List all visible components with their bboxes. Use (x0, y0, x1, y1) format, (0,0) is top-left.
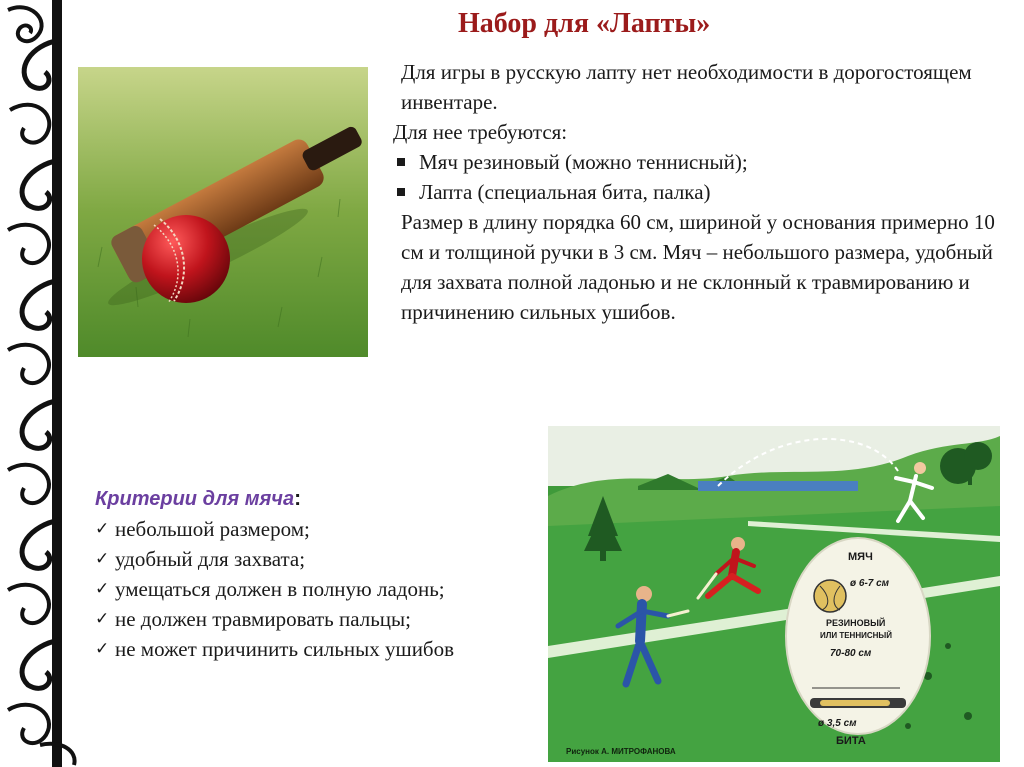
criteria-item: ✓ не может причинить сильных ушибов (95, 634, 555, 664)
bat-width: ø 3,5 см (818, 718, 857, 729)
check-icon: ✓ (95, 549, 110, 569)
criteria-heading: Критерии для мяча (95, 488, 295, 510)
illustration-credit: Рисунок А. МИТРОФАНОВА (566, 747, 676, 756)
ball-label: МЯЧ (848, 551, 873, 563)
size-paragraph: Размер в длину порядка 60 см, шириной у основания примерно 10 см и толщиной ручки в 3 см. Мяч – небольшого размера, удобный для захвата полной ладонью и не склонный к травмированию и причинению сильных ушибов. (401, 210, 995, 324)
page-title: Набор для «Лапты» (458, 8, 711, 39)
list-item: Лапта (специальная бита, палка) (393, 177, 1013, 207)
criteria-item: ✓ удобный для захвата; (95, 544, 555, 574)
intro-text (393, 57, 1013, 327)
intro-paragraph: Для игры в русскую лапту нет необходимости в дорогостоящем инвентаре. (401, 60, 972, 114)
ball-kind-1: РЕЗИНОВЫЙ (826, 618, 886, 628)
criteria-item: ✓ умещаться должен в полную ладонь; (95, 574, 555, 604)
check-icon: ✓ (95, 579, 110, 599)
check-icon: ✓ (95, 519, 110, 539)
lapta-game-illustration (548, 426, 1000, 762)
list-item: Мяч резиновый (можно теннисный); (393, 147, 1013, 177)
criteria-item: ✓ небольшой размером; (95, 514, 555, 544)
ornament-border (0, 0, 80, 767)
ball-kind-2: ИЛИ ТЕННИСНЫЙ (820, 631, 892, 640)
requirements-lead: Для нее требуются: (393, 120, 568, 144)
check-icon: ✓ (95, 609, 110, 629)
check-icon: ✓ (95, 639, 110, 659)
ball-diameter: ø 6-7 см (850, 578, 890, 589)
bat-length: 70-80 см (830, 648, 872, 659)
bat-and-ball-photo (78, 67, 368, 357)
bat-label: БИТА (836, 735, 866, 747)
ball-criteria: Критерии для мяча: ✓ небольшой размером; ✓ удобный для захвата; ✓ умещаться должен в полную ладонь; ✓ не должен травмировать пальцы; ✓ не может причинить сильных ушибов (95, 483, 555, 664)
criteria-item: ✓ не должен травмировать пальцы; (95, 604, 555, 634)
